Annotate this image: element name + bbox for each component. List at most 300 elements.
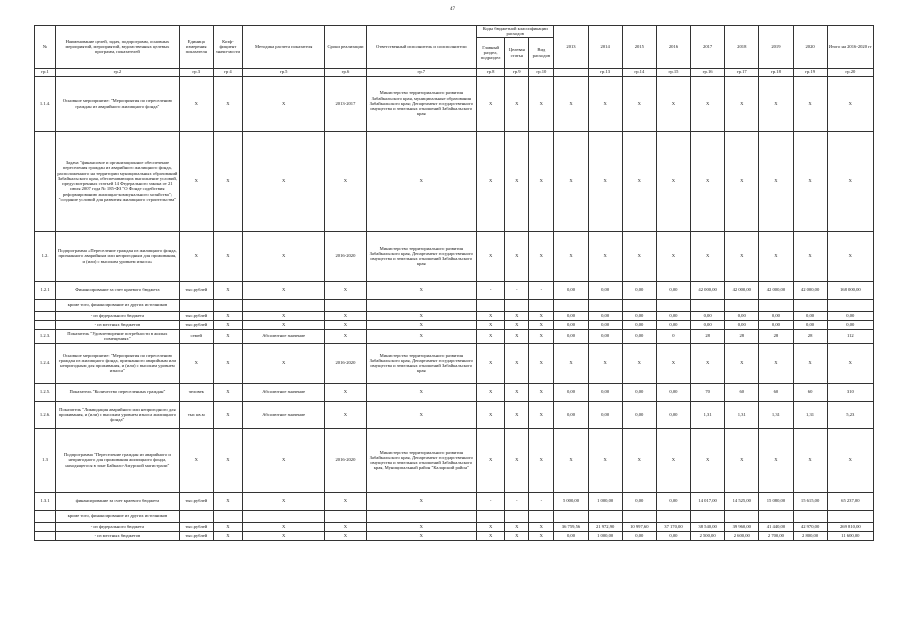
table-row <box>35 76 874 131</box>
table-cell: X <box>325 401 366 428</box>
table-cell: X <box>213 281 242 299</box>
table-cell: 0,00 <box>588 401 622 428</box>
table-cell: X <box>477 401 505 428</box>
table-cell: 0,00 <box>656 492 690 510</box>
table-cell: 0,00 <box>691 320 725 329</box>
table-cell: 112 <box>827 329 873 343</box>
table-cell: 28 <box>725 329 759 343</box>
table-cell: 5 000,00 <box>554 492 588 510</box>
header-year: 2017 <box>691 26 725 69</box>
table-cell: X <box>793 131 827 231</box>
table-cell: X <box>179 131 213 231</box>
table-cell: 39 960,00 <box>725 522 759 531</box>
table-cell: X <box>242 320 324 329</box>
table-cell: X <box>477 531 505 540</box>
table-cell <box>505 299 529 311</box>
table-cell: X <box>622 131 656 231</box>
table-cell: 70 <box>691 383 725 401</box>
table-cell: 0,00 <box>554 329 588 343</box>
table-cell <box>529 299 554 311</box>
table-cell: 0,00 <box>588 329 622 343</box>
table-cell: тыс кв.м <box>179 401 213 428</box>
table-cell: X <box>529 311 554 320</box>
table-cell: 1 000,00 <box>588 492 622 510</box>
table-cell: X <box>366 131 477 231</box>
table-cell: X <box>529 320 554 329</box>
table-cell: 1.3.1 <box>35 492 56 510</box>
table-cell: X <box>242 311 324 320</box>
table-cell: X <box>477 311 505 320</box>
table-cell <box>622 510 656 522</box>
table-cell: X <box>554 76 588 131</box>
header-number: № <box>35 26 56 69</box>
table-cell: X <box>325 320 366 329</box>
table-cell: X <box>213 428 242 492</box>
table-cell: X <box>827 131 873 231</box>
table-cell <box>529 510 554 522</box>
table-cell: Основное мероприятие: "Мероприятия по переселению граждан из жилищного фонда, признанного аварийным или непригодным для проживания, и (или) с высоким уровнем износа" <box>56 343 180 383</box>
table-cell: 0,00 <box>759 320 793 329</box>
table-row <box>35 428 874 492</box>
table-cell: 1.2.3. <box>35 329 56 343</box>
table-cell: X <box>505 311 529 320</box>
header-code-type: Вид расходов <box>529 37 554 68</box>
table-cell <box>35 510 56 522</box>
table-cell: 60 <box>793 383 827 401</box>
table-cell: X <box>588 76 622 131</box>
table-cell: X <box>477 522 505 531</box>
table-cell: X <box>213 522 242 531</box>
table-cell: X <box>477 383 505 401</box>
table-cell: X <box>366 311 477 320</box>
column-number-row <box>35 68 874 76</box>
table-cell: Финансирование за счет краевого бюджета <box>56 281 180 299</box>
column-number-cell: гр.18 <box>759 68 793 76</box>
table-cell <box>35 531 56 540</box>
table-cell <box>725 510 759 522</box>
table-cell: X <box>242 492 324 510</box>
header-year: 2018 <box>725 26 759 69</box>
header-method: Методика расчета показателя <box>242 26 324 69</box>
table-cell: X <box>242 343 324 383</box>
table-cell: X <box>477 231 505 281</box>
table-cell: 1 000,00 <box>588 531 622 540</box>
table-cell: X <box>213 329 242 343</box>
table-cell: 0,00 <box>691 311 725 320</box>
table-cell: 2016-2020 <box>325 231 366 281</box>
table-cell: X <box>213 76 242 131</box>
table-cell: 10 997,60 <box>622 522 656 531</box>
table-cell: X <box>529 383 554 401</box>
table-cell: X <box>366 522 477 531</box>
table-cell: X <box>477 76 505 131</box>
table-cell: 5,23 <box>827 401 873 428</box>
table-cell: Министерство территориального развития Забайкальского края, Департамент государственного имущества и земельных отношений Забайкальского края <box>366 343 477 383</box>
table-cell: 0,00 <box>622 492 656 510</box>
table-cell <box>477 299 505 311</box>
table-cell <box>588 299 622 311</box>
table-cell <box>325 299 366 311</box>
table-cell: X <box>622 231 656 281</box>
table-cell: 41 440,00 <box>759 522 793 531</box>
table-cell: 2 600,00 <box>725 531 759 540</box>
table-cell: X <box>477 329 505 343</box>
table-cell: X <box>529 428 554 492</box>
table-row <box>35 531 874 540</box>
table-cell <box>656 510 690 522</box>
table-cell: X <box>529 401 554 428</box>
table-cell: 1,31 <box>691 401 725 428</box>
table-cell: 0,00 <box>622 320 656 329</box>
table-cell: X <box>529 131 554 231</box>
table-cell: - из федерального бюджета <box>56 522 180 531</box>
table-cell: X <box>725 231 759 281</box>
table-cell: 42 000,00 <box>691 281 725 299</box>
table-cell: 0,00 <box>622 531 656 540</box>
table-cell <box>325 510 366 522</box>
table-cell: 37 170,00 <box>656 522 690 531</box>
table-cell: 28 <box>691 329 725 343</box>
table-cell: 60 <box>725 383 759 401</box>
table-cell: X <box>325 329 366 343</box>
table-cell: 168 000,00 <box>827 281 873 299</box>
table-cell: 2 500,00 <box>691 531 725 540</box>
table-cell: X <box>691 131 725 231</box>
table-cell: 1.1.4. <box>35 76 56 131</box>
table-cell: X <box>213 343 242 383</box>
table-cell: кроме того, финансирование из других источников <box>56 299 180 311</box>
table-cell: Министерство территориального развития Забайкальского края, Департамент государственного имущества и земельных отношений Забайкальского края <box>366 231 477 281</box>
table-cell: X <box>505 343 529 383</box>
table-row <box>35 522 874 531</box>
column-number-cell: гр.19 <box>793 68 827 76</box>
table-cell: X <box>179 76 213 131</box>
table-cell: X <box>656 76 690 131</box>
header-code-section: Главный раздел, подраздел <box>477 37 505 68</box>
table-cell <box>827 299 873 311</box>
table-cell: тыс.рублей <box>179 531 213 540</box>
table-cell: тыс.рублей <box>179 281 213 299</box>
table-cell: X <box>759 76 793 131</box>
header-responsible: Ответственный исполнитель и соисполнители <box>366 26 477 69</box>
column-number-cell: гр.10 <box>529 68 554 76</box>
table-cell: X <box>325 522 366 531</box>
header-year: 2014 <box>588 26 622 69</box>
table-cell: X <box>725 428 759 492</box>
column-number-cell: гр.9 <box>505 68 529 76</box>
table-cell: 0,00 <box>827 311 873 320</box>
table-row <box>35 401 874 428</box>
table-cell: X <box>759 231 793 281</box>
table-cell <box>35 311 56 320</box>
table-cell: X <box>793 343 827 383</box>
table-cell: 0,00 <box>622 383 656 401</box>
table-cell <box>691 299 725 311</box>
table-cell: X <box>793 428 827 492</box>
table-cell: 1,31 <box>759 401 793 428</box>
table-cell: X <box>242 131 324 231</box>
table-cell: 15 615,00 <box>793 492 827 510</box>
table-cell: 2 700,00 <box>759 531 793 540</box>
table-cell: X <box>529 329 554 343</box>
table-cell: 0,00 <box>827 320 873 329</box>
table-row <box>35 281 874 299</box>
header-budget-codes: Коды бюджетной классификации расходов <box>477 26 554 38</box>
table-cell: 38 540,00 <box>691 522 725 531</box>
table-cell <box>827 510 873 522</box>
table-cell: X <box>366 531 477 540</box>
table-cell: 11 600,00 <box>827 531 873 540</box>
table-cell: X <box>213 311 242 320</box>
table-cell: 28 <box>793 329 827 343</box>
table-cell: 2016-2020 <box>325 343 366 383</box>
table-cell: X <box>505 231 529 281</box>
table-cell: Абсолютное значение <box>242 329 324 343</box>
table-cell: X <box>656 131 690 231</box>
table-cell: 2016-2020 <box>325 428 366 492</box>
table-cell: - из местных бюджетов <box>56 531 180 540</box>
table-cell: X <box>242 231 324 281</box>
table-cell: 0,00 <box>656 320 690 329</box>
column-number-cell: гр.7 <box>366 68 477 76</box>
column-number-cell: гр.5 <box>242 68 324 76</box>
table-cell <box>242 299 324 311</box>
table-cell <box>477 510 505 522</box>
table-cell: X <box>827 231 873 281</box>
table-cell <box>35 131 56 231</box>
table-cell: 0,00 <box>622 329 656 343</box>
table-cell <box>691 510 725 522</box>
column-number-cell: гр 4 <box>213 68 242 76</box>
table-cell: 1.3 <box>35 428 56 492</box>
table-cell: - <box>477 281 505 299</box>
table-cell: 2013-2017 <box>325 76 366 131</box>
table-cell <box>179 299 213 311</box>
table-cell: 1.2. <box>35 231 56 281</box>
table-cell: X <box>554 231 588 281</box>
table-cell: 42 000,00 <box>793 281 827 299</box>
table-cell: Основное мероприятие: "Мероприятия по переселению граждан из аварийного жилищного фонда" <box>56 76 180 131</box>
table-cell: X <box>588 343 622 383</box>
column-number-cell: гр.20 <box>827 68 873 76</box>
table-cell: Подпрограмма "Переселение граждан из аварийного и непригодного для проживания жилищного фонда, находящегося в зоне Байкало-Амурской магистрали" <box>56 428 180 492</box>
table-cell: X <box>213 131 242 231</box>
table-cell: тыс.рублей <box>179 492 213 510</box>
table-cell: - из федерального бюджета <box>56 311 180 320</box>
page-number: 47 <box>450 7 455 12</box>
table-cell: Министерство территориального развития Забайкальского края, Департамент государственного имущества и земельных отношений Забайкальского края, Муниципальный район "Каларский район" <box>366 428 477 492</box>
column-number-cell: гр.14 <box>622 68 656 76</box>
table-cell: 2 800,00 <box>793 531 827 540</box>
table-cell: X <box>656 428 690 492</box>
column-number-cell <box>554 68 588 76</box>
table-cell: X <box>213 231 242 281</box>
table-cell: X <box>366 320 477 329</box>
table-cell: X <box>827 428 873 492</box>
table-row <box>35 383 874 401</box>
table-cell: 0,00 <box>622 311 656 320</box>
table-cell: X <box>656 231 690 281</box>
table-cell: X <box>691 428 725 492</box>
table-cell: - из местных бюджетов <box>56 320 180 329</box>
table-cell: 0 <box>656 329 690 343</box>
table-cell <box>588 510 622 522</box>
table-cell: X <box>691 231 725 281</box>
table-cell: X <box>366 401 477 428</box>
table-row <box>35 329 874 343</box>
table-row <box>35 231 874 281</box>
table-cell: Абсолютное значение <box>242 401 324 428</box>
table-cell: 42 000,00 <box>759 281 793 299</box>
table-cell <box>793 299 827 311</box>
column-number-cell: гр.17 <box>725 68 759 76</box>
table-cell: 0,00 <box>793 320 827 329</box>
table-cell: X <box>325 131 366 231</box>
table-cell <box>35 320 56 329</box>
table-cell: X <box>554 428 588 492</box>
table-cell: X <box>505 383 529 401</box>
header-year: 2013 <box>554 26 588 69</box>
table-cell: 1.2.4. <box>35 343 56 383</box>
table-cell: 0,00 <box>725 320 759 329</box>
table-cell <box>725 299 759 311</box>
table-cell: X <box>793 231 827 281</box>
table-cell: 0,00 <box>656 311 690 320</box>
table-cell: 28 <box>759 329 793 343</box>
table-cell: X <box>505 531 529 540</box>
header-year: 2019 <box>759 26 793 69</box>
table-row <box>35 131 874 231</box>
table-cell <box>554 510 588 522</box>
table-cell: 42 000,00 <box>725 281 759 299</box>
table-cell: X <box>827 76 873 131</box>
table-cell: - <box>505 492 529 510</box>
table-cell: X <box>242 522 324 531</box>
header-unit: Единица измерения показателя <box>179 26 213 69</box>
table-cell: Показатель "Количество переселенных граждан" <box>56 383 180 401</box>
table-cell: X <box>725 343 759 383</box>
table-cell: 0,00 <box>588 281 622 299</box>
table-cell: 42 970,00 <box>793 522 827 531</box>
table-cell: X <box>691 76 725 131</box>
table-cell <box>366 299 477 311</box>
table-cell: X <box>529 531 554 540</box>
table-row <box>35 510 874 522</box>
table-cell: 0,00 <box>554 383 588 401</box>
table-cell: X <box>505 329 529 343</box>
table-cell: X <box>622 343 656 383</box>
table-cell: 1.2.6. <box>35 401 56 428</box>
table-cell: кроме того, финансирование из других источников <box>56 510 180 522</box>
header-coefficient: Коэф-фициент значи-мости <box>213 26 242 69</box>
header-name: Наименование целей, задач, подпрограмм, основных мероприятий, мероприятий, ведомственных целевых программ, показателей <box>56 26 180 69</box>
table-cell: X <box>505 401 529 428</box>
table-cell: 60 <box>759 383 793 401</box>
column-number-cell: гр.15 <box>656 68 690 76</box>
table-cell: 0,00 <box>554 531 588 540</box>
table-cell: X <box>179 231 213 281</box>
table-row <box>35 311 874 320</box>
table-cell: X <box>242 531 324 540</box>
table-cell <box>213 510 242 522</box>
table-cell: - <box>477 492 505 510</box>
table-cell: X <box>325 311 366 320</box>
table-body <box>35 68 874 540</box>
table-cell: X <box>366 329 477 343</box>
table-cell: X <box>477 343 505 383</box>
table-cell <box>656 299 690 311</box>
header-year: 2016 <box>656 26 690 69</box>
program-table <box>34 25 874 541</box>
table-cell: тыс.рублей <box>179 311 213 320</box>
table-cell: X <box>242 76 324 131</box>
table-cell: Министерство территориального развития Забайкальского края, муниципальные образования Забайкальского края; Департамент государственного имущества и земельных отношений Забайкальского края <box>366 76 477 131</box>
table-cell: X <box>554 131 588 231</box>
table-cell: тыс.рублей <box>179 320 213 329</box>
table-cell <box>554 299 588 311</box>
table-cell: 15 080,00 <box>759 492 793 510</box>
table-cell: X <box>529 76 554 131</box>
header-total: Итого на 2016-2020 гг <box>827 26 873 69</box>
table-cell: X <box>213 401 242 428</box>
table-cell: 0,00 <box>588 383 622 401</box>
table-cell: 0,00 <box>588 320 622 329</box>
table-cell: X <box>725 131 759 231</box>
table-cell: 65 237,00 <box>827 492 873 510</box>
table-cell: X <box>622 428 656 492</box>
table-cell: X <box>242 281 324 299</box>
table-cell: 0,00 <box>588 311 622 320</box>
table-cell: 36 759,56 <box>554 522 588 531</box>
table-cell: X <box>759 131 793 231</box>
header-year: 2020 <box>793 26 827 69</box>
table-cell: X <box>213 531 242 540</box>
table-cell: 1,31 <box>793 401 827 428</box>
table-cell <box>622 299 656 311</box>
table-cell: тыс.рублей <box>179 522 213 531</box>
table-cell: X <box>505 131 529 231</box>
table-cell: человек <box>179 383 213 401</box>
column-number-cell: гр.8 <box>477 68 505 76</box>
table-cell: Задача "финансовое и организационное обеспечение переселения граждан из аварийного жилищного фонда, расположенного на территории муниципальных образований Забайкальского края, обеспечивающих выполнение условий, предусмотренных статьей 14 Федерального закона от 21 июля 2007 года № 185-ФЗ "О Фонде содействия реформированию жилищно-коммунального хозяйства"; "создание условий для развития жилищного строительства" <box>56 131 180 231</box>
table-cell: X <box>179 343 213 383</box>
table-cell: X <box>691 343 725 383</box>
table-cell: X <box>477 320 505 329</box>
table-cell: X <box>325 383 366 401</box>
header-code-target: Целевая статья <box>505 37 529 68</box>
table-cell: X <box>242 428 324 492</box>
table-cell: X <box>477 428 505 492</box>
table-cell: X <box>366 281 477 299</box>
table-cell: X <box>213 383 242 401</box>
column-number-cell: гр.6 <box>325 68 366 76</box>
table-cell: 0,00 <box>554 311 588 320</box>
table-cell: - <box>529 281 554 299</box>
column-number-cell: гр.2 <box>56 68 180 76</box>
table-cell <box>242 510 324 522</box>
table-cell: X <box>656 343 690 383</box>
table-cell: X <box>325 281 366 299</box>
table-cell: 1.2.5. <box>35 383 56 401</box>
table-cell: X <box>366 383 477 401</box>
table-cell: Подпрограмма «Переселение граждан из жилищного фонда, признанного аварийным или непригодным для проживания, и (или) с высоким уровнем износа» <box>56 231 180 281</box>
column-number-cell: гр.3 <box>179 68 213 76</box>
table-cell: 0,00 <box>725 311 759 320</box>
header-year: 2015 <box>622 26 656 69</box>
table-cell: 0,00 <box>759 311 793 320</box>
table-cell: X <box>505 522 529 531</box>
table-cell: семей <box>179 329 213 343</box>
